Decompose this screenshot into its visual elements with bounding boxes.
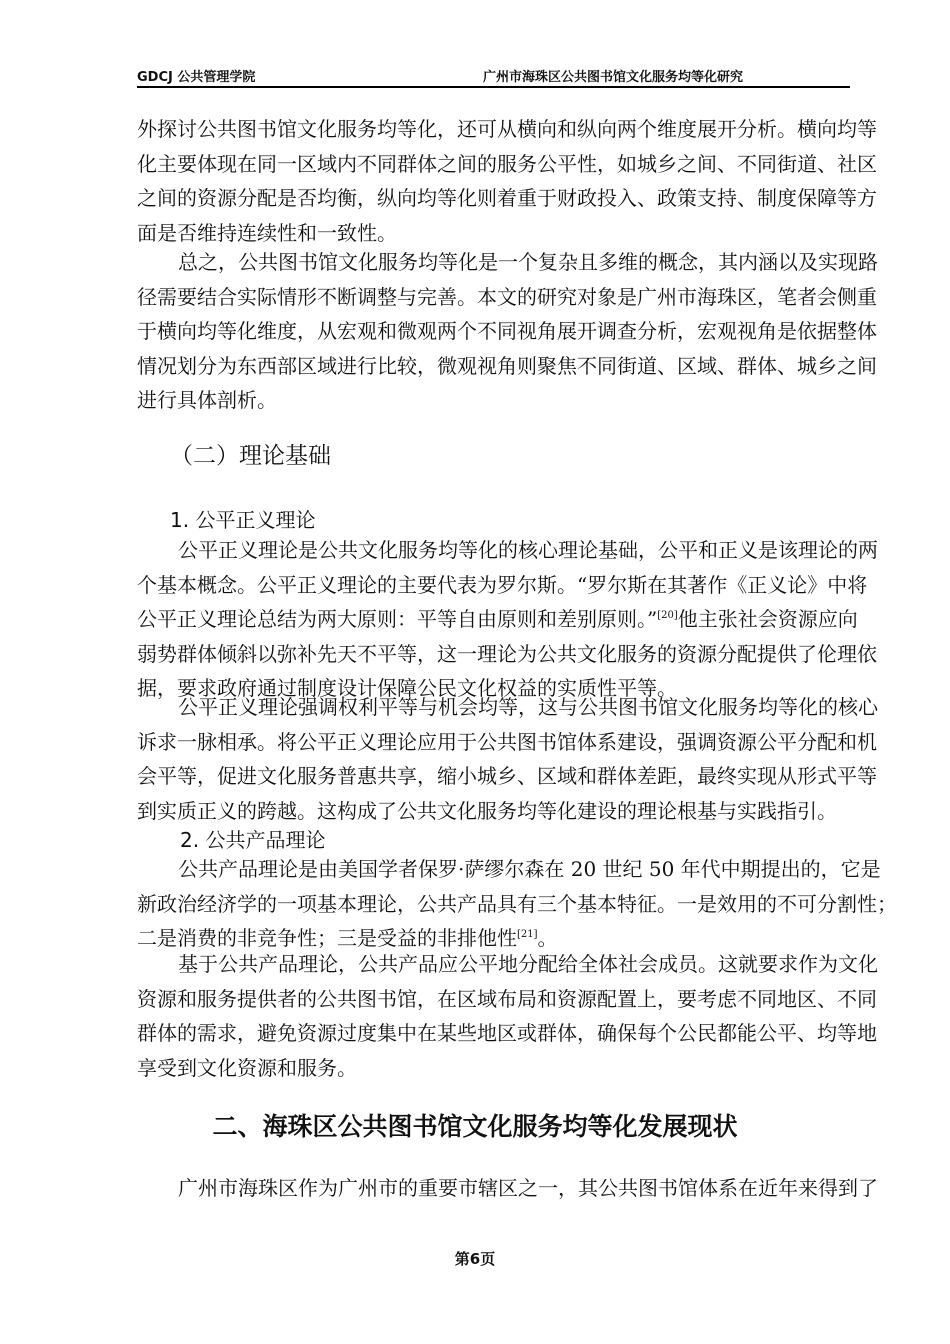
- text-line: 资源和服务提供者的公共图书馆，在区域布局和资源配置上，要考虑不同地区、不同: [137, 986, 877, 1011]
- text-span: 二是消费的非竞争性；三是受益的非排他性: [137, 926, 517, 951]
- text-line: 进行具体剖析。: [137, 388, 277, 413]
- header-rule: [137, 86, 850, 88]
- text-line: 外探讨公共图书馆文化服务均等化，还可从横向和纵向两个维度展开分析。横向均等: [137, 117, 877, 141]
- text-line: [137, 602, 858, 637]
- subsection-heading-1: 1. 公平正义理论: [170, 508, 316, 532]
- text-line: 基于公共产品理论，公共产品应公平地分配给全体社会成员。这就要求作为文化: [178, 952, 878, 976]
- paragraph-2: [137, 245, 878, 418]
- paragraph-1: [137, 112, 877, 250]
- citation-ref: [20]: [657, 610, 678, 622]
- text-line: 径需要结合实际情形不断调整与完善。本文的研究对象是广州市海珠区，笔者会侧重: [137, 284, 877, 309]
- text-line: 之间的资源分配是否均衡，纵向均等化则着重于财政投入、政策支持、制度保障等方: [137, 186, 877, 211]
- text-span: 。: [537, 926, 558, 951]
- text-span: 他主张社会资源应向: [677, 607, 858, 632]
- page-number: 第6页: [454, 1250, 496, 1268]
- text-line: 公平正义理论是公共文化服务均等化的核心理论基础，公平和正义是该理论的两: [178, 538, 878, 562]
- text-line: 会平等，促进文化服务普惠共享，缩小城乡、区域和群体差距，最终实现从形式平等: [137, 764, 877, 789]
- text-line: 诉求一脉相承。将公平正义理论应用于公共图书馆体系建设，强调资源公平分配和机: [137, 729, 877, 754]
- text-line: 个基本概念。公平正义理论的主要代表为罗尔斯。“罗尔斯在其著作《正义论》中将: [137, 572, 868, 597]
- text-line: 总之，公共图书馆文化服务均等化是一个复杂且多维的概念，其内涵以及实现路: [178, 250, 878, 274]
- text-line: 弱势群体倾斜以弥补先天不平等，这一理论为公共文化服务的资源分配提供了伦理依: [137, 641, 877, 666]
- header-title: 广州市海珠区公共图书馆文化服务均等化研究: [483, 70, 744, 85]
- text-line: 新政治经济学的一项基本理论，公共产品具有三个基本特征。一是效用的不可分割性；: [137, 891, 897, 916]
- text-line: 于横向均等化维度，从宏观和微观两个不同视角展开调查分析，宏观视角是依据整体: [137, 319, 877, 344]
- text-span: 公平正义理论总结为两大原则：平等自由原则和差别原则。”: [137, 607, 658, 632]
- text-line: 享受到文化资源和服务。: [137, 1055, 357, 1080]
- text-line: 广州市海珠区作为广州市的重要市辖区之一，其公共图书馆体系在近年来得到了: [178, 1176, 878, 1200]
- section-heading: （二）理论基础: [170, 443, 331, 469]
- paragraph-4: [137, 690, 878, 828]
- chapter-heading: 二、海珠区公共图书馆文化服务均等化发展现状: [212, 1112, 738, 1141]
- text-line: 公共产品理论是由美国学者保罗·萨缪尔森在 20 世纪 50 年代中期提出的，它是: [178, 857, 881, 881]
- paragraph-7: [137, 1171, 878, 1206]
- text-line: 公平正义理论强调权利平等与机会均等，这与公共图书馆文化服务均等化的核心: [178, 695, 878, 719]
- header-institution: GDCJ 公共管理学院: [137, 70, 256, 85]
- text-line: 情况划分为东西部区域进行比较，微观视角则聚焦不同街道、区域、群体、城乡之间: [137, 353, 877, 378]
- text-line: 化主要体现在同一区域内不同群体之间的服务公平性，如城乡之间、不同街道、社区: [137, 151, 877, 176]
- citation-ref: [21]: [517, 929, 538, 941]
- text-line: 面是否维持连续性和一致性。: [137, 220, 397, 245]
- paragraph-6: [137, 947, 878, 1085]
- text-line: 据，要求政府通过制度设计保障公民文化权益的实质性平等。: [137, 676, 677, 701]
- text-line: 群体的需求，避免资源过度集中在某些地区或群体，确保每个公民都能公平、均等地: [137, 1021, 877, 1046]
- text-line: 到实质正义的跨越。这构成了公共文化服务均等化建设的理论根基与实践指引。: [137, 798, 837, 823]
- paragraph-3: [137, 533, 878, 706]
- paragraph-5: [137, 852, 897, 956]
- subsection-heading-2: 2. 公共产品理论: [180, 828, 326, 852]
